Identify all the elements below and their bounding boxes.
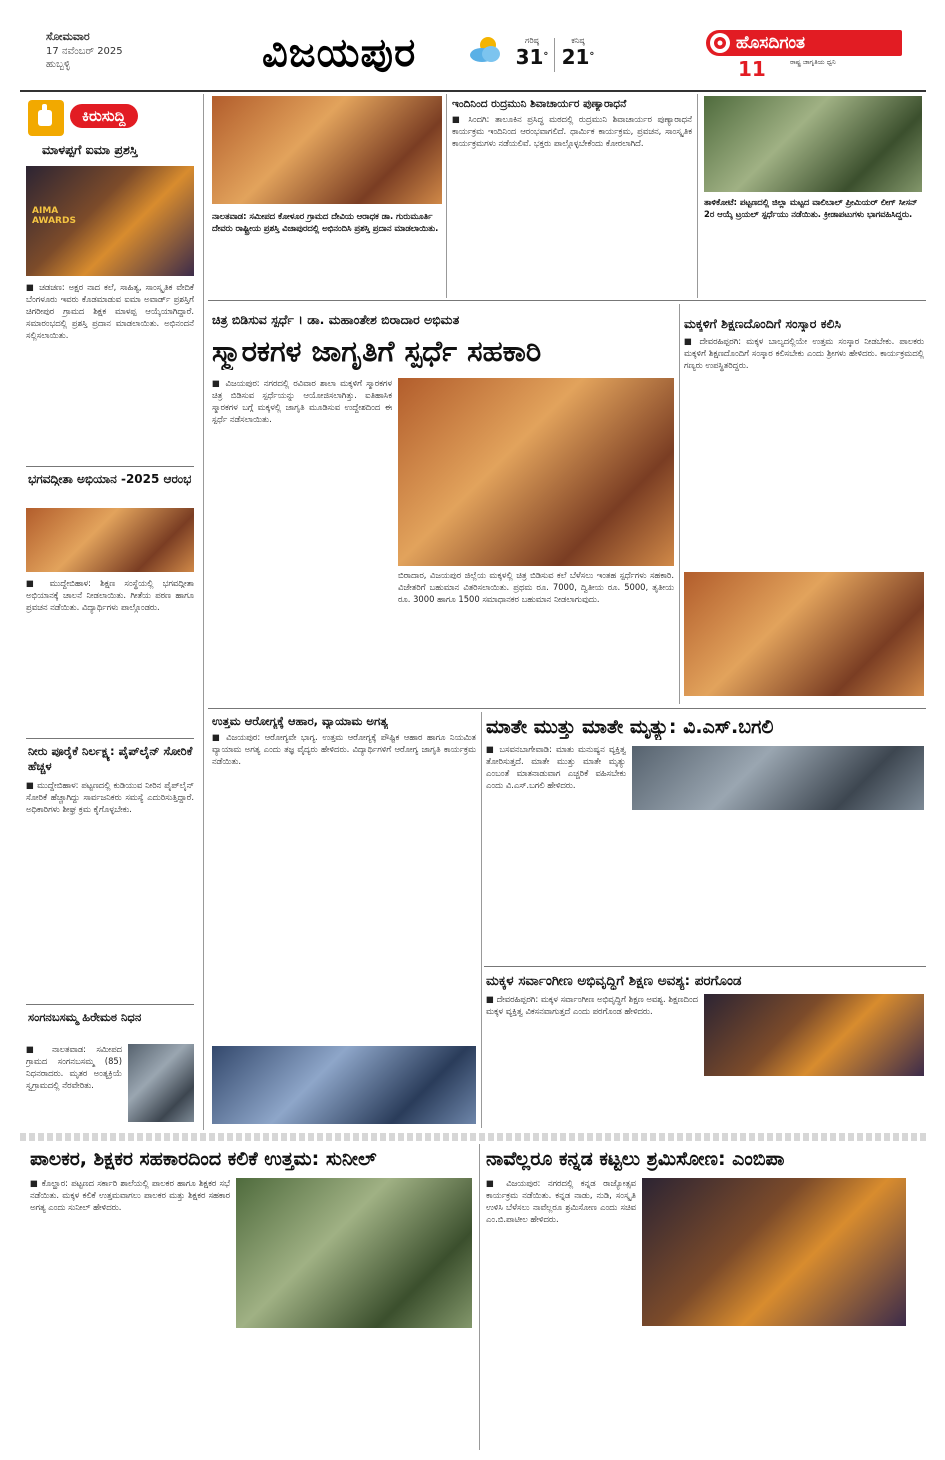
award-photo-text: AIMA AWARDS bbox=[32, 206, 76, 226]
kirusuddi-banner bbox=[28, 100, 192, 136]
arogya-headline: ಉತ್ತಮ ಆರೋಗ್ಯಕ್ಕೆ ಆಹಾರ, ವ್ಯಾಯಾಮ ಅಗತ್ಯ bbox=[212, 714, 388, 728]
chitra-body-1: ■ ವಿಜಯಪುರ: ನಗರದಲ್ಲಿ ರವಿವಾರ ಶಾಲಾ ಮಕ್ಕಳಿಗೆ ಸ್ಮಾರಕಗಳ ಚಿತ್ರ ಬಿಡಿಸುವ ಸ್ಪರ್ಧೆಯನ್ನು ಆಯೋಜಿಸಲಾಗಿತ್ತು. ಐತಿಹಾಸಿಕ ಸ್ಮಾರಕಗಳ ಬಗ್ಗೆ ಮಕ್ಕಳಲ್ಲಿ ಜಾಗೃತಿ ಮೂಡಿಸುವ ಉದ್ದೇಶದಿಂದ ಈ ಸ್ಪರ್ಧೆ ನಡೆಸಲಾಯಿತು. bbox=[212, 378, 392, 424]
kannada-headline: ನಾವೆಲ್ಲರೂ ಕನ್ನಡ ಕಟ್ಟಲು ಶ್ರಮಿಸೋಣ: ಎಂಬಿಪಾ bbox=[486, 1148, 785, 1170]
palakara-event-photo bbox=[236, 1178, 472, 1328]
degree-symbol: ° bbox=[543, 51, 549, 62]
award-ceremony-photo bbox=[212, 96, 442, 204]
makkalige-headline: ಮಕ್ಕಳಿಗೆ ಶಿಕ್ಷಣದೊಂದಿಗೆ ಸಂಸ್ಕಾರ ಕಲಿಸಿ bbox=[684, 316, 841, 331]
masthead-day: ಸೋಮವಾರ bbox=[46, 30, 90, 43]
section-separator bbox=[20, 1133, 926, 1141]
kirusuddi-divider bbox=[26, 466, 194, 467]
edition-title: ವಿಜಯಪುರ bbox=[262, 30, 417, 76]
kirusuddi-body-1: ■ ಚಡಚಣ: ಅಕ್ಷರ ನಾದ ಕಲೆ, ಸಾಹಿತ್ಯ, ಸಾಂಸ್ಕೃತಿಕ ವೇದಿಕೆ ಬೆಂಗಳೂರು ಇವರು ಕೊಡಮಾಡುವ ಐಮಾ ಅವಾರ್ಡ್ ಪ್ರಶಸ್ತಿಗೆ ಚಿಗರೀಪುರ ಗ್ರಾಮದ ಶಿಕ್ಷಕ ಮಾಳಪ್ಪ ಆಯ್ಕೆಯಾಗಿದ್ದಾರೆ. ಸಮಾರಂಭದಲ್ಲಿ ಪ್ರಶಸ್ತಿ ಪ್ರದಾನ ಮಾಡಲಾಯಿತು. ಅಭಿನಂದನೆ ಸಲ್ಲಿಸಲಾಯಿತು. bbox=[26, 282, 194, 340]
kirusuddi-title-2: ಭಗವದ್ಗೀತಾ ಅಭಿಯಾನ -2025 ಆರಂಭ bbox=[28, 472, 192, 486]
palakara-headline: ಪಾಲಕರ, ಶಿಕ್ಷಕರ ಸಹಕಾರದಿಂದ ಕಲಿಕೆ ಉತ್ತಮ: ಸುನೀಲ್ bbox=[30, 1148, 377, 1170]
kirusuddi-divider bbox=[26, 1004, 194, 1005]
maate-body: ■ ಬಸವನಬಾಗೇವಾಡಿ: ಮಾತು ಮನುಷ್ಯನ ವ್ಯಕ್ತಿತ್ವ ತೋರಿಸುತ್ತದೆ. ಮಾತೇ ಮುತ್ತು ಮಾತೇ ಮೃತ್ಯು ಎಂಬಂತೆ ಮಾತನಾಡುವಾಗ ಎಚ್ಚರಿಕೆ ವಹಿಸಬೇಕು ಎಂದು ವಿ.ಎಸ್.ಬಗಲಿ ಹೇಳಿದರು. bbox=[486, 744, 626, 790]
masthead bbox=[0, 0, 945, 90]
award-ceremony-caption: ನಾಲತವಾಡ: ಸಮೀಪದ ಕೋಳೂರ ಗ್ರಾಮದ ದೇವಿಯ ಆರಾಧಕ ಡಾ. ಗುರುಮೂರ್ತಿ ದೇವರು ರಾಷ್ಟ್ರೀಯ ಪ್ರಶಸ್ತಿ ವಿಜಾಪುರದಲ್ಲಿ ಅಭಿನಂದಿಸಿ ಪ್ರಶಸ್ತಿ ಪ್ರದಾನ ಮಾಡಲಾಯಿತು. bbox=[212, 211, 439, 234]
kirusuddi-body-3: ■ ಮುದ್ದೇಬಿಹಾಳ: ಪಟ್ಟಣದಲ್ಲಿ ಕುಡಿಯುವ ನೀರಿನ ಪೈಪ್‌ಲೈನ್ ಸೋರಿಕೆ ಹೆಚ್ಚಾಗಿದ್ದು ಸಾರ್ವಜನಿಕರು ಸಮಸ್ಯೆ ಎದುರಿಸುತ್ತಿದ್ದಾರೆ. ಅಧಿಕಾರಿಗಳು ಶೀಘ್ರ ಕ್ರಮ ಕೈಗೊಳ್ಳಬೇಕು. bbox=[26, 780, 194, 814]
sarvangina-body: ■ ದೇವರಹಿಪ್ಪರಗಿ: ಮಕ್ಕಳ ಸರ್ವಾಂಗೀಣ ಅಭಿವೃದ್ಧಿಗೆ ಶಿಕ್ಷಣ ಅವಶ್ಯ. ಶಿಕ್ಷಣದಿಂದ ಮಕ್ಕಳ ವ್ಯಕ್ತಿತ್ವ ವಿಕಸನವಾಗುತ್ತದೆ ಎಂದು ಪರಗೊಂಡ ಹೇಳಿದರು. bbox=[486, 994, 698, 1016]
chitra-kicker: ಚಿತ್ರ ಬಿಡಿಸುವ ಸ್ಪರ್ಧೆ । ಡಾ. ಮಹಾಂತೇಶ ಬಿರಾದಾರ ಅಭಿಮತ bbox=[212, 312, 460, 327]
maate-event-photo bbox=[632, 746, 924, 810]
sarvangina-event-photo bbox=[704, 994, 924, 1076]
weather-divider bbox=[554, 38, 555, 72]
row-divider bbox=[208, 708, 926, 709]
weather-min-value: 21 bbox=[561, 45, 590, 69]
volleyball-caption: ತಾಳಿಕೋಟೆ: ಪಟ್ಟಣದಲ್ಲಿ ಜಿಲ್ಲಾ ಮಟ್ಟದ ವಾಲಿಬಾಲ್ ಪ್ರೀಮಿಯರ್ ಲೀಗ್ ಸೀಸನ್ 2ರ ಆಯ್ಕೆ ಟ್ರಯಲ್ ಸ್ಪರ್ಧೆಯು ನಡೆಯಿತು. ಕ್ರೀಡಾಪಟುಗಳು ಭಾಗವಹಿಸಿದ್ದರು. bbox=[704, 197, 918, 220]
pointing-hand-icon bbox=[28, 100, 64, 136]
column-divider bbox=[481, 712, 482, 1128]
weather-max-value: 31 bbox=[515, 45, 544, 69]
column-divider bbox=[679, 304, 680, 704]
kirusuddi-title-4: ಸಂಗನಬಸಮ್ಮ ಹಿರೇಮಠ ನಿಧನ bbox=[28, 1010, 142, 1024]
sarvangina-headline: ಮಕ್ಕಳ ಸರ್ವಾಂಗೀಣ ಅಭಿವೃದ್ಧಿಗೆ ಶಿಕ್ಷಣ ಅವಶ್ಯ: ಪರಗೊಂಡ bbox=[486, 973, 742, 989]
arogya-event-photo bbox=[212, 1046, 476, 1124]
weather-max bbox=[512, 36, 552, 68]
shivacharya-body: ■ ಸಿಂದಗಿ: ತಾಲೂಕಿನ ಪ್ರಸಿದ್ಧ ಮಠದಲ್ಲಿ ರುದ್ರಮುನಿ ಶಿವಾಚಾರ್ಯರ ಪುಣ್ಯಾರಾಧನೆ ಕಾರ್ಯಕ್ರಮ ಇಂದಿನಿಂದ ಆರಂಭವಾಗಲಿದೆ. ಧಾರ್ಮಿಕ ಕಾರ್ಯಕ್ರಮ, ಪ್ರವಚನ, ಸಾಂಸ್ಕೃತಿಕ ಕಾರ್ಯಕ್ರಮಗಳು ನಡೆಯಲಿವೆ. ಭಕ್ತರು ಪಾಲ್ಗೊಳ್ಳಬೇಕೆಂದು ಕೋರಲಾಗಿದೆ. bbox=[452, 114, 692, 148]
masthead-rule bbox=[20, 90, 926, 92]
masthead-city: ಹುಬ್ಬಳ್ಳಿ bbox=[46, 59, 71, 70]
weather-min bbox=[558, 36, 598, 68]
maate-headline: ಮಾತೇ ಮುತ್ತು ಮಾತೇ ಮೃತ್ಯು: ವಿ.ಎಸ್.ಬಗಲಿ bbox=[486, 716, 774, 738]
column-divider bbox=[203, 94, 204, 1130]
obituary-photo bbox=[128, 1044, 194, 1122]
kirusuddi-body-4: ■ ನಾಲತವಾಡ: ಸಮೀಪದ ಗ್ರಾಮದ ಸಂಗನಬಸಮ್ಮ (85) ನಿಧನರಾದರು. ಮೃತರ ಅಂತ್ಯಕ್ರಿಯೆ ಸ್ವಗ್ರಾಮದಲ್ಲಿ ನೆರವೇರಿತು. bbox=[26, 1044, 122, 1090]
degree-symbol: ° bbox=[589, 51, 595, 62]
award-photo bbox=[26, 166, 194, 276]
weather-sun-cloud-icon bbox=[468, 34, 504, 64]
column-divider bbox=[697, 94, 698, 298]
kirusuddi-title-3: ನೀರು ಪೂರೈಕೆ ನಿರ್ಲಕ್ಷ್ಯ: ಪೈಪ್‌ಲೈನ್ ಸೋರಿಕೆ ಹೆಚ್ಚಳ bbox=[28, 744, 193, 773]
weather-min-label: ಕನಿಷ್ಠ bbox=[571, 36, 585, 45]
kirusuddi-title-1: ಮಾಳಪ್ಪಗೆ ಐಮಾ ಪ್ರಶಸ್ತಿ bbox=[42, 142, 138, 157]
paper-logo bbox=[706, 30, 902, 56]
column-divider bbox=[479, 1144, 480, 1450]
shivacharya-headline: ಇಂದಿನಿಂದ ರುದ್ರಮುನಿ ಶಿವಾಚಾರ್ಯರ ಪುಣ್ಯಾರಾಧನೆ bbox=[452, 98, 627, 110]
chitra-headline: ಸ್ಮಾರಕಗಳ ಜಾಗೃತಿಗೆ ಸ್ಪರ್ಧೆ ಸಹಕಾರಿ bbox=[212, 334, 542, 368]
palakara-body: ■ ಕೊಲ್ಹಾರ: ಪಟ್ಟಣದ ಸರ್ಕಾರಿ ಶಾಲೆಯಲ್ಲಿ ಪಾಲಕರ ಹಾಗೂ ಶಿಕ್ಷಕರ ಸಭೆ ನಡೆಯಿತು. ಮಕ್ಕಳ ಕಲಿಕೆ ಉತ್ತಮವಾಗಲು ಪಾಲಕರ ಮತ್ತು ಶಿಕ್ಷಕರ ಸಹಕಾರ ಅಗತ್ಯ ಎಂದು ಸುನೀಲ್ ಹೇಳಿದರು. bbox=[30, 1178, 230, 1212]
kirusuddi-label: ಕಿರುಸುದ್ದಿ bbox=[70, 104, 138, 128]
masthead-left bbox=[46, 30, 196, 70]
paper-tagline: ರಾಷ್ಟ್ರ ಜಾಗೃತಿಯ ಧ್ವನಿ bbox=[790, 58, 836, 66]
weather-max-label: ಗರಿಷ್ಠ bbox=[525, 36, 539, 45]
gita-event-photo bbox=[26, 508, 194, 572]
row-divider bbox=[208, 300, 926, 301]
kirusuddi-divider bbox=[26, 738, 194, 739]
masthead-date: 17 ನವೆಂಬರ್ 2025 bbox=[46, 46, 123, 57]
makkalige-body: ■ ದೇವರಹಿಪ್ಪರಗಿ: ಮಕ್ಕಳ ಬಾಲ್ಯದಲ್ಲಿಯೇ ಉತ್ತಮ ಸಂಸ್ಕಾರ ನೀಡಬೇಕು. ಪಾಲಕರು ಮಕ್ಕಳಿಗೆ ಶಿಕ್ಷಣದೊಂದಿಗೆ ಸಂಸ್ಕಾರ ಕಲಿಸಬೇಕು ಎಂದು ಶ್ರೀಗಳು ಹೇಳಿದರು. ಕಾರ್ಯಕ್ರಮದಲ್ಲಿ ಗಣ್ಯರು ಉಪಸ್ಥಿತರಿದ್ದರು. bbox=[684, 336, 924, 370]
kannada-event-photo bbox=[642, 1178, 906, 1326]
page-number: 11 bbox=[738, 57, 766, 81]
kannada-body: ■ ವಿಜಯಪುರ: ನಗರದಲ್ಲಿ ಕನ್ನಡ ರಾಜ್ಯೋತ್ಸವ ಕಾರ್ಯಕ್ರಮ ನಡೆಯಿತು. ಕನ್ನಡ ನಾಡು, ನುಡಿ, ಸಂಸ್ಕೃತಿ ಉಳಿಸಿ ಬೆಳೆಸಲು ನಾವೆಲ್ಲರೂ ಶ್ರಮಿಸೋಣ ಎಂದು ಸಚಿವ ಎಂ.ಬಿ.ಪಾಟೀಲ ಹೇಳಿದರು. bbox=[486, 1178, 636, 1224]
kirusuddi-body-2: ■ ಮುದ್ದೇಬಿಹಾಳ: ಶಿಕ್ಷಣ ಸಂಸ್ಥೆಯಲ್ಲಿ ಭಗವದ್ಗೀತಾ ಅಭಿಯಾನಕ್ಕೆ ಚಾಲನೆ ನೀಡಲಾಯಿತು. ಗೀತೆಯ ಪಠಣ ಹಾಗೂ ಪ್ರವಚನ ನಡೆಯಿತು. ವಿದ್ಯಾರ್ಥಿಗಳು ಪಾಲ್ಗೊಂಡರು. bbox=[26, 578, 194, 612]
paper-logo-emblem-icon bbox=[710, 33, 730, 53]
row-divider bbox=[484, 966, 926, 967]
paper-name: ಹೊಸದಿಗಂತ bbox=[736, 33, 806, 53]
column-divider bbox=[446, 94, 447, 298]
volleyball-team-photo bbox=[704, 96, 922, 192]
kirusuddi-column bbox=[20, 94, 202, 1130]
chitra-body-2: ಬಿರಾದಾರ, ವಿಜಯಪುರ ಜಿಲ್ಲೆಯ ಮಕ್ಕಳಲ್ಲಿ ಚಿತ್ರ ಬಿಡಿಸುವ ಕಲೆ ಬೆಳೆಸಲು ಇಂತಹ ಸ್ಪರ್ಧೆಗಳು ಸಹಕಾರಿ. ವಿಜೇತರಿಗೆ ಬಹುಮಾನ ವಿತರಿಸಲಾಯಿತು. ಪ್ರಥಮ ರೂ. 7000, ದ್ವಿತೀಯ ರೂ. 5000, ತೃತೀಯ ರೂ. 3000 ಹಾಗೂ 1500 ಸಮಾಧಾನಕರ ಬಹುಮಾನ ನೀಡಲಾಗುವುದು. bbox=[398, 570, 674, 604]
makkalige-event-photo bbox=[684, 572, 924, 696]
drawing-competition-photo bbox=[398, 378, 674, 566]
arogya-body: ■ ವಿಜಯಪುರ: ಆರೋಗ್ಯವೇ ಭಾಗ್ಯ. ಉತ್ತಮ ಆರೋಗ್ಯಕ್ಕೆ ಪೌಷ್ಟಿಕ ಆಹಾರ ಹಾಗೂ ನಿಯಮಿತ ವ್ಯಾಯಾಮ ಅಗತ್ಯ ಎಂದು ತಜ್ಞ ವೈದ್ಯರು ಹೇಳಿದರು. ವಿದ್ಯಾರ್ಥಿಗಳಿಗೆ ಆರೋಗ್ಯ ಜಾಗೃತಿ ಕಾರ್ಯಕ್ರಮ ನಡೆಯಿತು. bbox=[212, 732, 476, 766]
